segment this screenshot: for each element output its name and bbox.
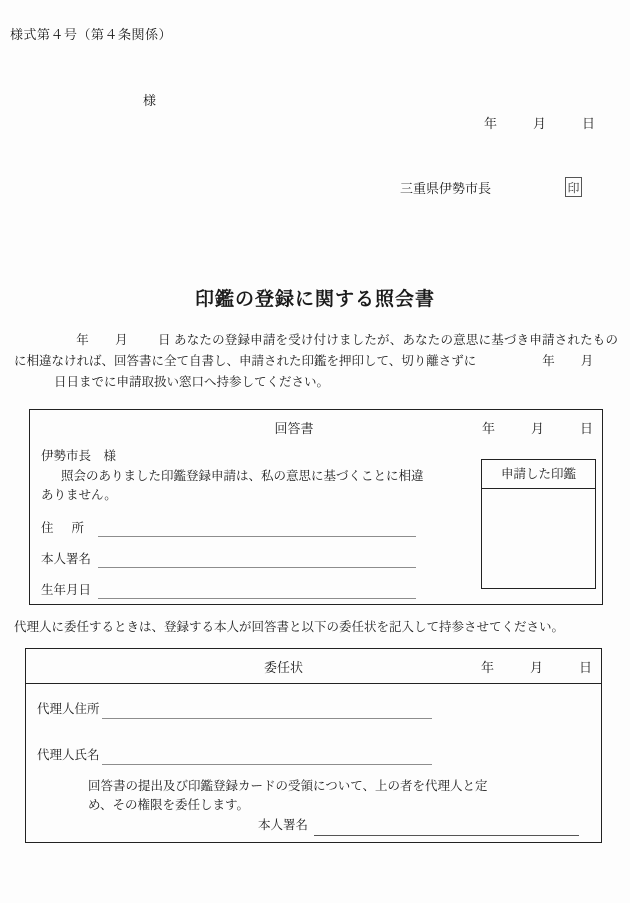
field-proxy-name-input[interactable] [102,764,432,765]
field-proxy-address-label: 代理人住所 [37,702,100,716]
official-seal-box: 印 [565,177,582,197]
date-day-label: 日 [582,116,596,131]
addressee-honorific: 様 [143,93,157,108]
proxy-header-divider [26,683,601,684]
intro-text-2: たものに相違なければ、回答書に全て自書し、申請された印鑑を押印して、切り離さずに [14,333,618,368]
reply-form-header [30,410,602,444]
owner-signature-label: 本人署名 [258,818,309,832]
intro-text-3: 日までに申請取扱い窓口へ持参してください。 [66,375,330,389]
reply-form-box [29,409,603,605]
mandate-line-1: 回答書の提出及び印鑑登録カードの受領について、上の者を代理人と定 [88,779,488,793]
intro-month-label: 月 [114,333,128,347]
seal-stamp-area[interactable] [482,489,595,589]
power-of-attorney-box [25,648,602,843]
mandate-statement [88,777,518,815]
reply-day-label: 日 [580,421,594,436]
reply-to-line: 伊勢市長 様 [41,449,117,463]
proxy-year-label: 年 [481,660,495,675]
proxy-form-title: 委任状 [263,660,303,675]
reply-declaration [41,467,481,505]
intro-paragraph [14,330,618,393]
reply-month-label: 月 [531,421,545,436]
field-proxy-address-input[interactable] [102,718,432,719]
registered-seal-caption: 申請した印鑑 [482,460,595,489]
issuer-name: 三重県伊勢市長 [400,181,492,196]
date-month-label: 月 [533,116,547,131]
field-signature-label: 本人署名 [41,552,92,566]
form-code: 様式第４号（第４条関係） [10,27,173,42]
proxy-month-label: 月 [530,660,544,675]
page-title: 印鑑の登録に関する照会書 [194,288,435,310]
field-birthdate-label: 生年月日 [41,583,92,597]
date-year-label: 年 [484,116,498,131]
owner-signature-input[interactable] [314,835,579,836]
intro-year-label: 年 [76,333,89,347]
field-address-input[interactable] [98,536,416,537]
proxy-note: 代理人に委任するときは、登録する本人が回答書と以下の委任状を記入して持参させてください。 [14,620,565,634]
intro-text-1: あなたの登録申請を受け付けましたが、あなたの意思に基づき申請され [174,333,581,347]
deadline-day-label: 日 [54,375,67,389]
field-address-label: 住 所 [41,521,85,535]
intro-day-label: 日 [157,333,171,347]
deadline-year-label: 年 [542,354,555,368]
proxy-form-header [26,649,601,683]
declaration-line-2: ありません。 [41,488,117,502]
deadline-month-label: 月 [580,354,594,368]
field-birthdate-input[interactable] [98,598,416,599]
proxy-day-label: 日 [579,660,593,675]
declaration-line-1: 照会のありました印鑑登録申請は、私の意思に基づくことに相違 [61,469,424,483]
registered-seal-frame [481,459,596,589]
issue-date [484,113,595,132]
field-signature-input[interactable] [98,567,416,568]
field-proxy-name-label: 代理人氏名 [37,748,100,762]
mandate-line-2: め、その権限を委任します。 [88,798,250,812]
reply-form-title: 回答書 [274,421,314,436]
reply-year-label: 年 [482,421,496,436]
proxy-form-date [481,657,592,676]
reply-form-date [482,418,593,437]
